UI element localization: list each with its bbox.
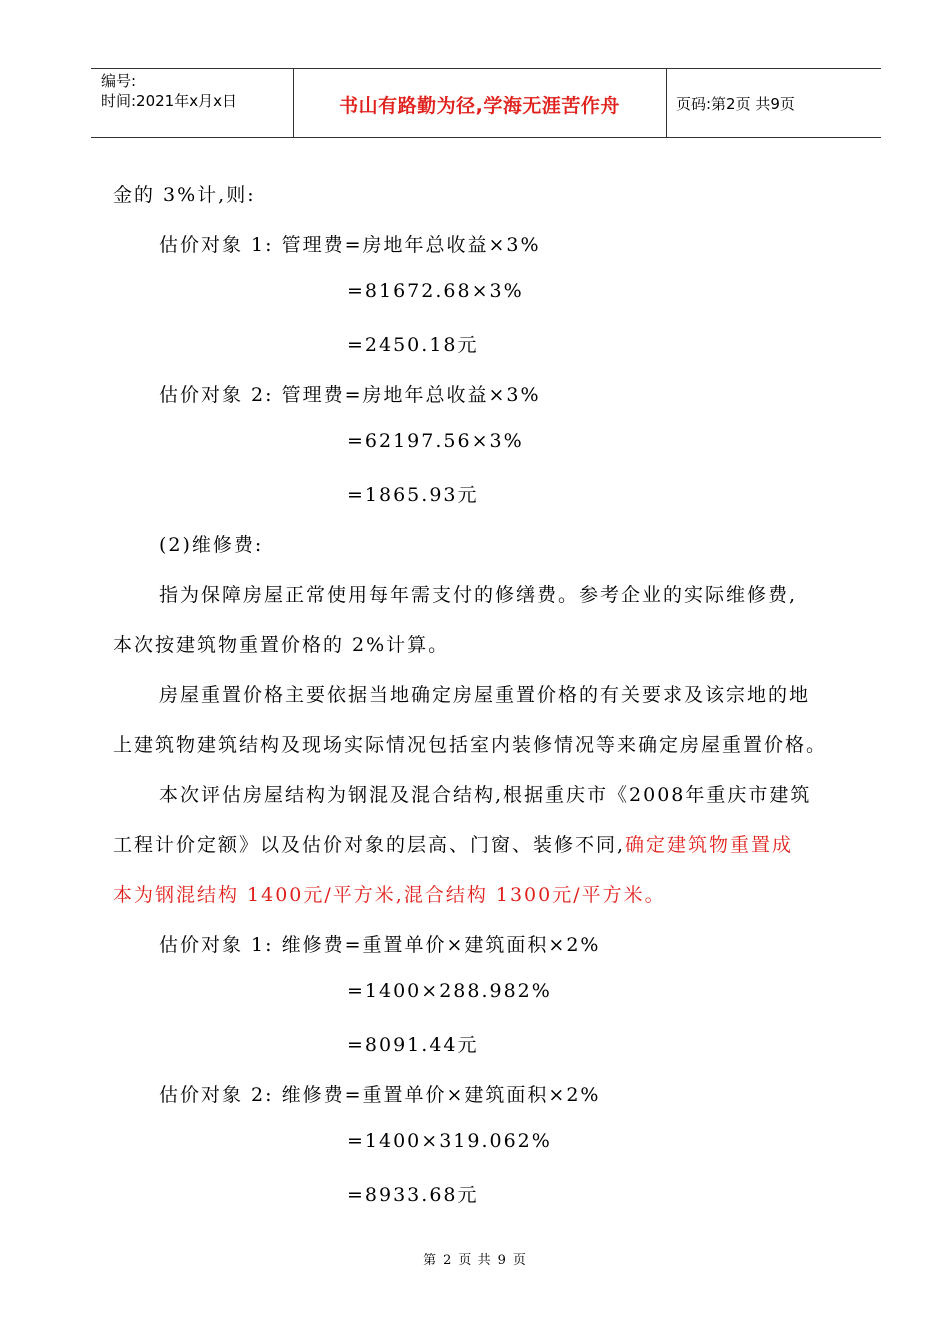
highlighted-text: 本为钢混结构 1400元/平方米,混合结构 1300元/平方米。 bbox=[113, 884, 666, 906]
footer-total: 9 bbox=[497, 1253, 507, 1268]
header-page-number: 页码:第2页 共9页 bbox=[676, 95, 795, 113]
paragraph-line bbox=[113, 830, 793, 857]
paragraph-line: 房屋重置价格主要依据当地确定房屋重置价格的有关要求及该宗地的地 bbox=[159, 684, 811, 706]
header-time: 时间:2021年x月x日 bbox=[101, 92, 237, 110]
page-footer bbox=[0, 1249, 950, 1268]
footer-text: 第 bbox=[423, 1253, 438, 1268]
text-line: 估价对象 2: 维修费=重置单价×建筑面积×2% bbox=[159, 1084, 601, 1106]
formula-line: =1400×319.062% bbox=[347, 1130, 552, 1152]
paragraph-line: 本次评估房屋结构为钢混及混合结构,根据重庆市《2008年重庆市建筑 bbox=[159, 784, 812, 806]
formula-line: =8091.44元 bbox=[347, 1034, 479, 1056]
paragraph-text: 工程计价定额》以及估价对象的层高、门窗、装修不同, bbox=[113, 834, 626, 856]
formula-line: =1400×288.982% bbox=[347, 980, 552, 1002]
formula-line: =81672.68×3% bbox=[347, 280, 524, 302]
footer-page: 2 bbox=[443, 1253, 453, 1268]
header-divider bbox=[666, 69, 667, 137]
highlighted-text: 确定建筑物重置成 bbox=[625, 834, 794, 856]
formula-line: =8933.68元 bbox=[347, 1184, 479, 1206]
page-header bbox=[91, 68, 881, 138]
header-number: 编号: bbox=[101, 72, 137, 90]
text-line: 金的 3%计,则: bbox=[113, 184, 256, 206]
text-line: 估价对象 1: 管理费=房地年总收益×3% bbox=[159, 234, 541, 256]
paragraph-line: 本次按建筑物重置价格的 2%计算。 bbox=[113, 634, 450, 656]
text-line: 估价对象 1: 维修费=重置单价×建筑面积×2% bbox=[159, 934, 601, 956]
footer-text: 共 bbox=[477, 1253, 492, 1268]
formula-line: =1865.93元 bbox=[347, 484, 479, 506]
header-motto: 书山有路勤为径,学海无涯苦作舟 bbox=[339, 95, 620, 117]
paragraph-line: 指为保障房屋正常使用每年需支付的修缮费。参考企业的实际维修费, bbox=[159, 584, 798, 606]
paragraph-line: 上建筑物建筑结构及现场实际情况包括室内装修情况等来确定房屋重置价格。 bbox=[113, 734, 828, 756]
section-heading: (2)维修费: bbox=[159, 534, 264, 556]
header-meta bbox=[101, 71, 237, 111]
footer-text: 页 bbox=[512, 1253, 527, 1268]
formula-line: =62197.56×3% bbox=[347, 430, 524, 452]
footer-text: 页 bbox=[458, 1253, 473, 1268]
formula-line: =2450.18元 bbox=[347, 334, 479, 356]
text-line: 估价对象 2: 管理费=房地年总收益×3% bbox=[159, 384, 541, 406]
